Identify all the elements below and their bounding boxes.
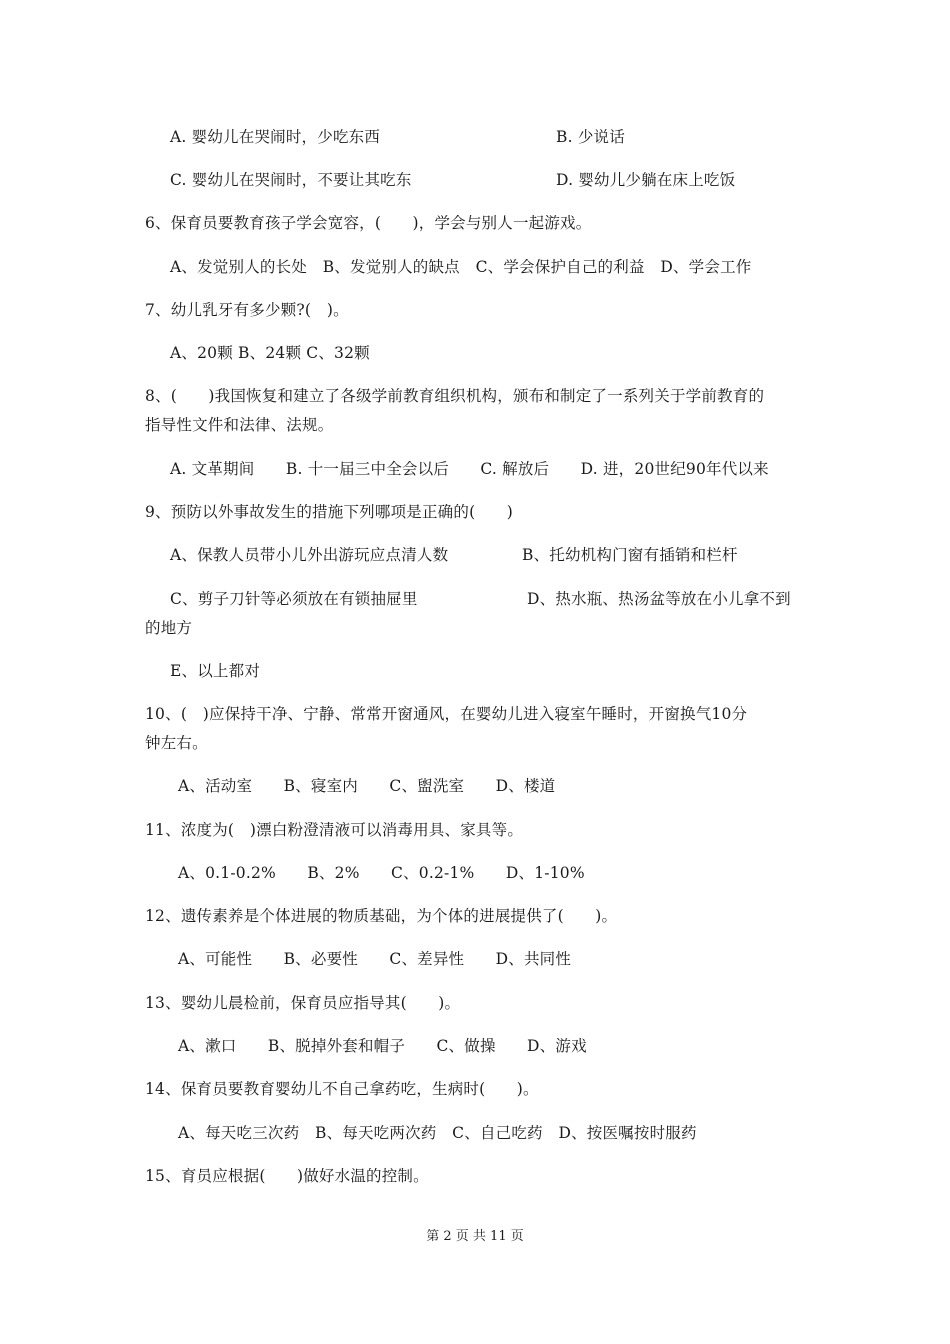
q8-stem-line2: 指导性文件和法律、法规。	[145, 416, 334, 434]
q14-stem: 14、保育员要教育婴幼儿不自己拿药吃，生病时( )。	[145, 1080, 539, 1098]
q8-stem-line1: 8、( )我国恢复和建立了各级学前教育组织机构，颁布和制定了一系列关于学前教育的	[145, 387, 765, 405]
q12-stem: 12、遗传素养是个体进展的物质基础，为个体的进展提供了( )。	[145, 907, 618, 925]
q7-stem: 7、幼儿乳牙有多少颗?( )。	[145, 301, 349, 319]
q11-options: A、0.1-0.2% B、2% C、0.2-1% D、1-10%	[178, 864, 585, 882]
q9-option-a: A、保教人员带小儿外出游玩应点清人数	[170, 546, 449, 564]
q10-stem-line2: 钟左右。	[145, 734, 208, 752]
q9-stem: 9、预防以外事故发生的措施下列哪项是正确的( )	[145, 503, 513, 521]
q14-options: A、每天吃三次药 B、每天吃两次药 C、自己吃药 D、按医嘱按时服药	[178, 1124, 697, 1142]
q5-option-a: A. 婴幼儿在哭闹时，少吃东西	[170, 128, 381, 146]
q13-stem: 13、婴幼儿晨检前，保育员应指导其( )。	[145, 994, 461, 1012]
q9-option-b: B、托幼机构门窗有插销和栏杆	[522, 546, 738, 564]
q5-option-b: B. 少说话	[556, 128, 625, 146]
q5-option-c: C. 婴幼儿在哭闹时，不要让其吃东	[170, 171, 412, 189]
page-footer: 第 2 页 共 11 页	[426, 1229, 524, 1244]
q7-options: A、20颗 B、24颗 C、32颗	[170, 344, 370, 362]
q10-stem-line1: 10、( )应保持干净、宁静、常常开窗通风，在婴幼儿进入寝室午睡时，开窗换气10分	[145, 705, 748, 723]
q9-option-e: E、以上都对	[170, 662, 261, 680]
q9-option-c: C、剪子刀针等必须放在有锁抽屉里	[170, 590, 418, 608]
q11-stem: 11、浓度为( )漂白粉澄清液可以消毒用具、家具等。	[145, 821, 524, 839]
q5-option-d: D. 婴幼儿少躺在床上吃饭	[556, 171, 736, 189]
q8-options: A. 文革期间 B. 十一届三中全会以后 C. 解放后 D. 进，20世纪90年代以来	[170, 460, 769, 478]
q10-options: A、活动室 B、寝室内 C、盥洗室 D、楼道	[178, 777, 556, 795]
q15-stem: 15、育员应根据( )做好水温的控制。	[145, 1167, 429, 1185]
q9-option-d-line2: 的地方	[145, 619, 193, 637]
q9-option-d-line1: D、热水瓶、热汤盆等放在小儿拿不到	[527, 590, 791, 608]
q13-options: A、漱口 B、脱掉外套和帽子 C、做操 D、游戏	[178, 1037, 587, 1055]
q12-options: A、可能性 B、必要性 C、差异性 D、共同性	[178, 950, 572, 968]
q6-stem: 6、保育员要教育孩子学会宽容，( )，学会与别人一起游戏。	[145, 214, 592, 232]
q6-options: A、发觉别人的长处 B、发觉别人的缺点 C、学会保护自己的利益 D、学会工作	[170, 258, 752, 276]
